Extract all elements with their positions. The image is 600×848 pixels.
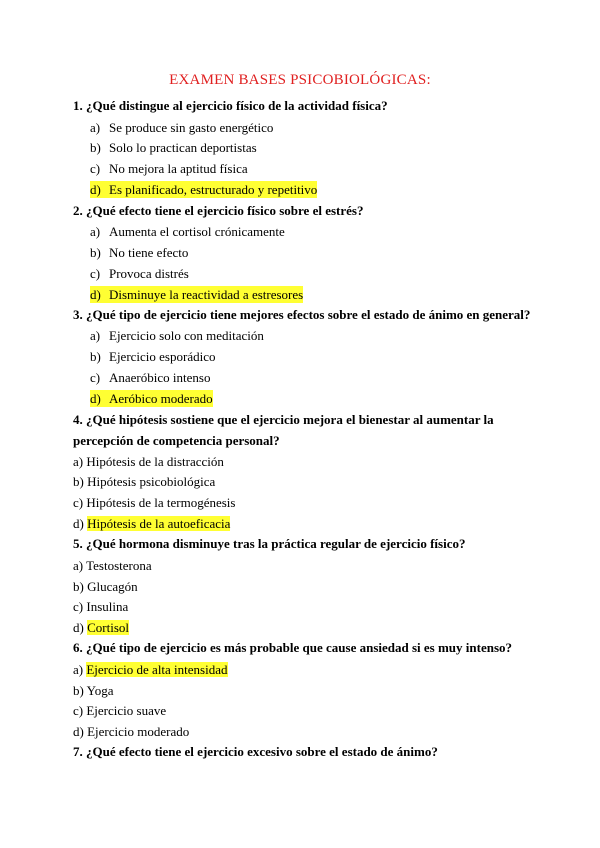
question-5-option-c — [73, 598, 128, 615]
option-text: Ejercicio suave — [86, 703, 167, 718]
option-text: Hipótesis de la autoeficacia — [87, 516, 231, 531]
question-1-option-b — [90, 139, 257, 156]
option-letter: c) — [90, 161, 101, 176]
question-1: 1. ¿Qué distingue al ejercicio físico de la actividad física? — [73, 98, 388, 113]
option-letter: c) — [73, 495, 84, 510]
option-letter: b) — [90, 349, 101, 364]
option-letter: d) — [73, 724, 84, 739]
option-letter: a) — [73, 662, 84, 677]
option-letter: c) — [73, 599, 84, 614]
question-1-option-a — [90, 119, 273, 136]
option-letter: c) — [73, 703, 84, 718]
option-text: Es planificado, estructurado y repetitivo — [109, 182, 318, 197]
option-text: Aumenta el cortisol crónicamente — [109, 224, 285, 239]
question-2-option-a — [90, 223, 285, 240]
question-6: 6. ¿Qué tipo de ejercicio es más probable que cause ansiedad si es muy intenso? — [73, 640, 513, 655]
question-4-option-d-answer — [73, 515, 230, 532]
option-letter: b) — [73, 579, 84, 594]
option-text: Ejercicio solo con meditación — [109, 328, 264, 343]
option-text: Ejercicio esporádico — [109, 349, 216, 364]
option-letter: c) — [90, 370, 101, 385]
question-3-option-c — [90, 369, 210, 386]
option-text: No tiene efecto — [109, 245, 189, 260]
option-letter: c) — [90, 266, 101, 281]
question-6-option-b — [73, 682, 113, 699]
question-1-option-c — [90, 160, 248, 177]
option-letter: b) — [73, 474, 84, 489]
question-5: 5. ¿Qué hormona disminuye tras la práctica regular de ejercicio físico? — [73, 536, 466, 551]
option-letter: a) — [90, 224, 101, 239]
option-text: Solo lo practican deportistas — [109, 140, 257, 155]
option-text: Anaeróbico intenso — [109, 370, 211, 385]
exam-title: EXAMEN BASES PSICOBIOLÓGICAS: — [169, 72, 431, 88]
question-2: 2. ¿Qué efecto tiene el ejercicio físico sobre el estrés? — [73, 203, 364, 218]
question-6-option-c — [73, 702, 166, 719]
option-letter: d) — [73, 516, 84, 531]
question-5-option-d-answer — [73, 619, 129, 636]
option-text: Hipótesis de la distracción — [86, 454, 224, 469]
option-text: Aeróbico moderado — [109, 391, 213, 406]
option-text: Provoca distrés — [109, 266, 189, 281]
option-text: Hipótesis psicobiológica — [87, 474, 216, 489]
question-4: 4. ¿Qué hipótesis sostiene que el ejercicio mejora el bienestar al aumentar la percepción de competencia personal? — [73, 412, 494, 448]
option-text: Insulina — [86, 599, 129, 614]
question-4-option-c — [73, 494, 235, 511]
question-4-option-a — [73, 453, 224, 470]
option-text: Testosterona — [86, 558, 152, 573]
option-letter: a) — [90, 328, 101, 343]
question-6-option-a-answer — [73, 661, 228, 678]
option-letter: d) — [90, 391, 101, 406]
option-text: Hipótesis de la termogénesis — [86, 495, 236, 510]
question-2-option-d-answer — [90, 286, 303, 303]
option-letter: d) — [90, 287, 101, 302]
option-letter: d) — [73, 620, 84, 635]
question-5-option-b — [73, 578, 138, 595]
option-letter: b) — [90, 245, 101, 260]
question-1-option-d-answer — [90, 181, 317, 198]
question-3-option-d-answer — [90, 390, 213, 407]
option-text: Ejercicio de alta intensidad — [86, 662, 228, 677]
option-text: Cortisol — [87, 620, 129, 635]
question-3-option-a — [90, 327, 264, 344]
option-letter: b) — [90, 140, 101, 155]
option-text: Yoga — [86, 683, 114, 698]
question-6-option-d — [73, 723, 189, 740]
option-letter: d) — [90, 182, 101, 197]
option-text: No mejora la aptitud física — [109, 161, 248, 176]
question-2-option-b — [90, 244, 188, 261]
option-text: Se produce sin gasto energético — [109, 120, 274, 135]
question-2-option-c — [90, 265, 189, 282]
question-3: 3. ¿Qué tipo de ejercicio tiene mejores efectos sobre el estado de ánimo en general? — [73, 307, 531, 322]
option-letter: a) — [90, 120, 101, 135]
option-text: Ejercicio moderado — [87, 724, 190, 739]
question-7: 7. ¿Qué efecto tiene el ejercicio excesivo sobre el estado de ánimo? — [73, 744, 438, 759]
question-5-option-a — [73, 557, 152, 574]
option-text: Glucagón — [87, 579, 138, 594]
option-letter: b) — [73, 683, 84, 698]
option-letter: a) — [73, 558, 84, 573]
question-4-option-b — [73, 473, 215, 490]
question-3-option-b — [90, 348, 215, 365]
option-letter: a) — [73, 454, 84, 469]
option-text: Disminuye la reactividad a estresores — [109, 287, 304, 302]
